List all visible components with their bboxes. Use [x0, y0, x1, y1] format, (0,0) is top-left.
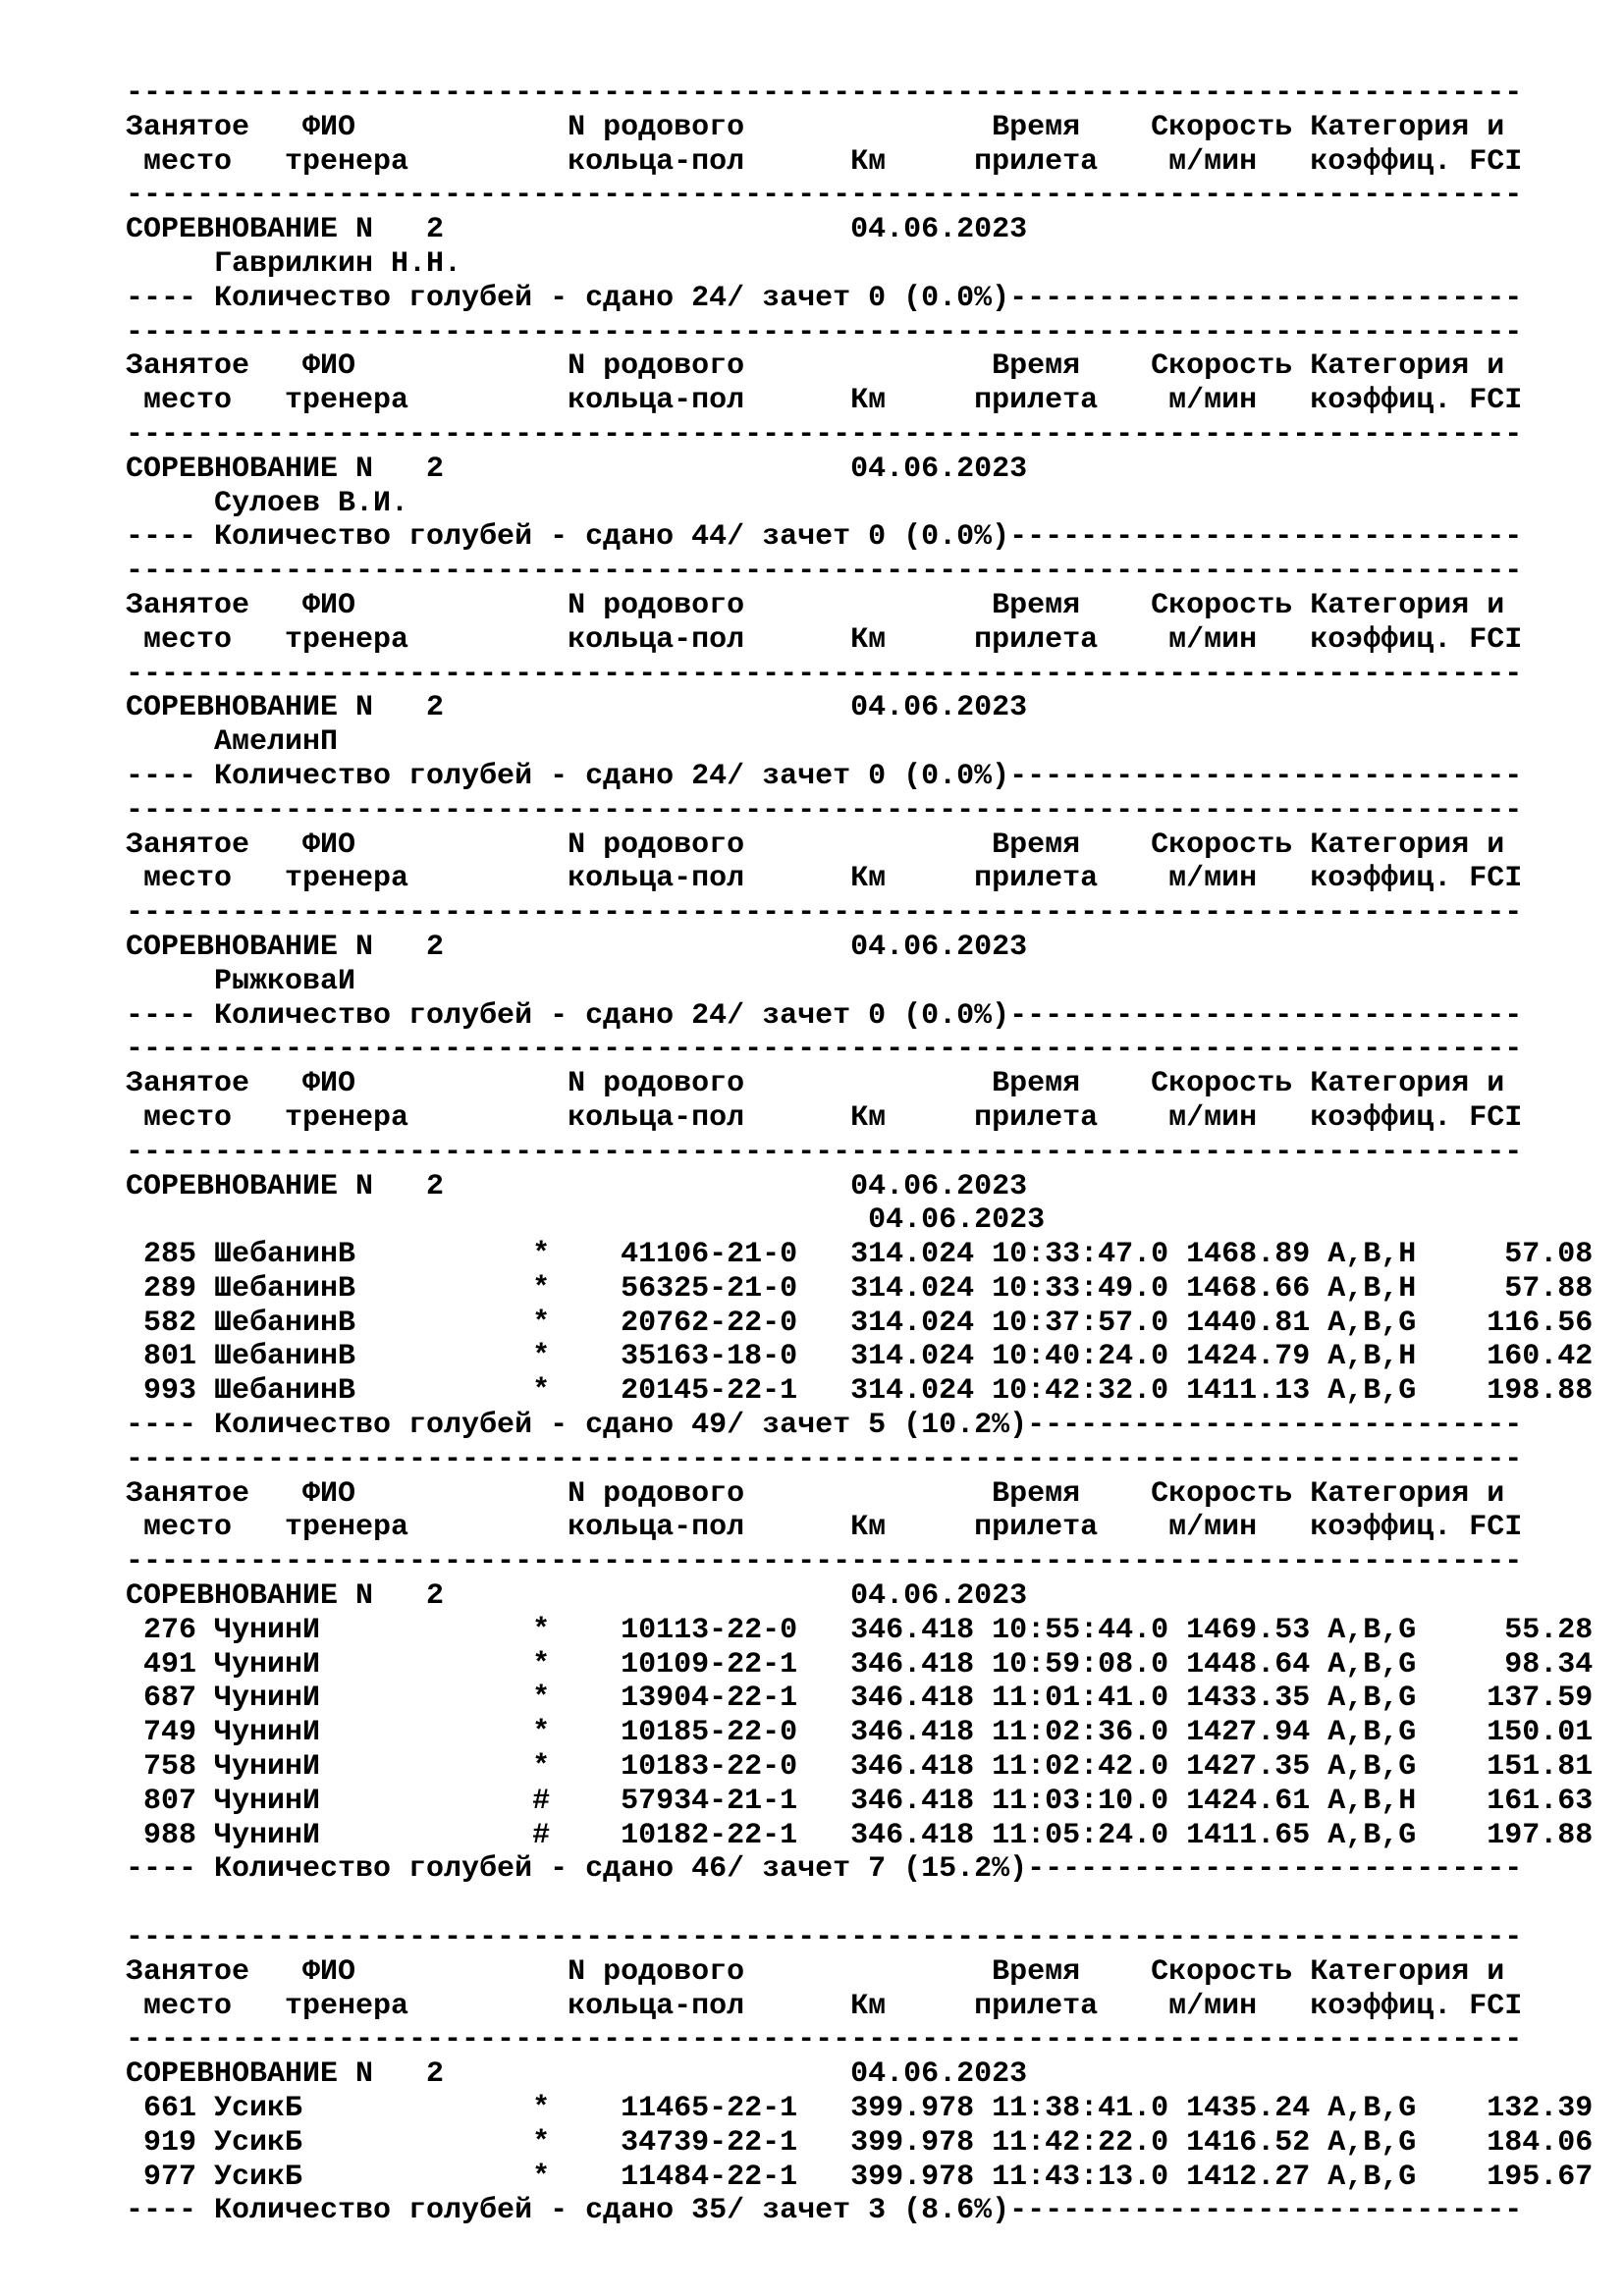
header-row-2: место тренера кольца-пол Км прилета м/мин коэффиц. FCI — [126, 1511, 1523, 1545]
header-rule-bottom: ------------------------------------------------------------------------------- — [126, 417, 1523, 452]
result-row: 919 УсикБ * 34739-22-1 399.978 11:42:22.0 1416.52 A,B,G 184.06 — [126, 2125, 1594, 2160]
header-row-1: Занятое ФИО N родового Время Скорость Категория и — [126, 110, 1505, 144]
competition-line: СОРЕВНОВАНИЕ N 2 04.06.2023 — [126, 1579, 1028, 1614]
header-row-1: Занятое ФИО N родового Время Скорость Категория и — [126, 1954, 1505, 1989]
result-row: 285 ШебанинВ * 41106-21-0 314.024 10:33:47.0 1468.89 A,B,H 57.08 — [126, 1238, 1594, 1272]
result-row: 977 УсикБ * 11484-22-1 399.978 11:43:13.0 1412.27 A,B,G 195.67 — [126, 2160, 1594, 2194]
results-report — [126, 77, 1598, 2228]
result-row: 993 ШебанинВ * 20145-22-1 314.024 10:42:32.0 1411.13 A,B,G 198.88 — [126, 1374, 1594, 1409]
header-rule-bottom: ------------------------------------------------------------------------------- — [126, 2023, 1523, 2057]
header-row-1: Занятое ФИО N родового Время Скорость Категория и — [126, 1067, 1505, 1101]
extra-line: Гаврилкин Н.Н. — [126, 246, 462, 281]
result-row: 749 ЧунинИ * 10185-22-0 346.418 11:02:36.0 1427.94 A,B,G 150.01 — [126, 1716, 1594, 1750]
header-rule-bottom: ------------------------------------------------------------------------------- — [126, 657, 1523, 691]
result-row: 988 ЧунинИ # 10182-22-1 346.418 11:05:24.0 1411.65 A,B,G 197.88 — [126, 1818, 1594, 1852]
result-row: 801 ШебанинВ * 35163-18-0 314.024 10:40:24.0 1424.79 A,B,H 160.42 — [126, 1340, 1594, 1374]
header-rule-bottom: ------------------------------------------------------------------------------- — [126, 896, 1523, 931]
extra-line: РыжковаИ — [126, 964, 356, 998]
header-row-1: Занятое ФИО N родового Время Скорость Категория и — [126, 349, 1505, 384]
competition-line: СОРЕВНОВАНИЕ N 2 04.06.2023 — [126, 691, 1028, 725]
header-rule-top: ------------------------------------------------------------------------------- — [126, 1033, 1523, 1067]
summary-line: ---- Количество голубей - сдано 44/ зачет 0 (0.0%)----------------------------- — [126, 520, 1523, 555]
competition-line: СОРЕВНОВАНИЕ N 2 04.06.2023 — [126, 930, 1028, 964]
summary-line: ---- Количество голубей - сдано 24/ зачет 0 (0.0%)----------------------------- — [126, 998, 1523, 1033]
result-row: 491 ЧунинИ * 10109-22-1 346.418 10:59:08.0 1448.64 A,B,G 98.34 — [126, 1647, 1594, 1682]
header-row-2: место тренера кольца-пол Км прилета м/мин коэффиц. FCI — [126, 622, 1523, 657]
header-row-2: место тренера кольца-пол Км прилета м/мин коэффиц. FCI — [126, 862, 1523, 896]
extra-line: Сулоев В.И. — [126, 486, 409, 520]
header-rule-top: ------------------------------------------------------------------------------- — [126, 1921, 1523, 1955]
competition-line: СОРЕВНОВАНИЕ N 2 04.06.2023 — [126, 2057, 1028, 2092]
header-rule-top: ------------------------------------------------------------------------------- — [126, 793, 1523, 828]
result-row: 582 ШебанинВ * 20762-22-0 314.024 10:37:57.0 1440.81 A,B,G 116.56 — [126, 1306, 1594, 1340]
header-row-1: Занятое ФИО N родового Время Скорость Категория и — [126, 588, 1505, 622]
header-row-1: Занятое ФИО N родового Время Скорость Категория и — [126, 828, 1505, 862]
header-row-2: место тренера кольца-пол Км прилета м/мин коэффиц. FCI — [126, 384, 1523, 418]
header-row-1: Занятое ФИО N родового Время Скорость Категория и — [126, 1476, 1505, 1511]
result-row: 687 ЧунинИ * 13904-22-1 346.418 11:01:41.0 1433.35 A,B,G 137.59 — [126, 1682, 1594, 1716]
header-row-2: место тренера кольца-пол Км прилета м/мин коэффиц. FCI — [126, 1100, 1523, 1135]
result-row: 661 УсикБ * 11465-22-1 399.978 11:38:41.0 1435.24 A,B,G 132.39 — [126, 2092, 1594, 2126]
header-rule-top: ------------------------------------------------------------------------------- — [126, 315, 1523, 349]
result-row: 276 ЧунинИ * 10113-22-0 346.418 10:55:44.0 1469.53 A,B,G 55.28 — [126, 1613, 1594, 1647]
header-rule-top: ------------------------------------------------------------------------------- — [126, 1442, 1523, 1476]
competition-line: СОРЕВНОВАНИЕ N 2 04.06.2023 — [126, 213, 1028, 247]
summary-line: ---- Количество голубей - сдано 49/ зачет 5 (10.2%)---------------------------- — [126, 1409, 1523, 1443]
header-row-2: место тренера кольца-пол Км прилета м/мин коэффиц. FCI — [126, 144, 1523, 179]
summary-line: ---- Количество голубей - сдано 35/ зачет 3 (8.6%)----------------------------- — [126, 2194, 1523, 2228]
competition-line: СОРЕВНОВАНИЕ N 2 04.06.2023 — [126, 452, 1028, 486]
summary-line: ---- Количество голубей - сдано 46/ зачет 7 (15.2%)---------------------------- — [126, 1852, 1523, 1887]
summary-line: ---- Количество голубей - сдано 24/ зачет 0 (0.0%)----------------------------- — [126, 281, 1523, 315]
header-row-2: место тренера кольца-пол Км прилета м/мин коэффиц. FCI — [126, 1989, 1523, 2023]
header-rule-top: ------------------------------------------------------------------------------- — [126, 77, 1523, 110]
header-rule-top: ------------------------------------------------------------------------------- — [126, 555, 1523, 589]
header-rule-bottom: ------------------------------------------------------------------------------- — [126, 1135, 1523, 1169]
extra-line: АмелинП — [126, 725, 339, 760]
header-rule-bottom: ------------------------------------------------------------------------------- — [126, 1545, 1523, 1579]
result-row: 289 ШебанинВ * 56325-21-0 314.024 10:33:49.0 1468.66 A,B,H 57.88 — [126, 1271, 1594, 1306]
extra-line: 04.06.2023 — [126, 1203, 1046, 1238]
result-row: 758 ЧунинИ * 10183-22-0 346.418 11:02:42.0 1427.35 A,B,G 151.81 — [126, 1750, 1594, 1785]
header-rule-bottom: ------------------------------------------------------------------------------- — [126, 179, 1523, 213]
blank-line — [126, 1887, 1598, 1921]
summary-line: ---- Количество голубей - сдано 24/ зачет 0 (0.0%)----------------------------- — [126, 759, 1523, 793]
result-row: 807 ЧунинИ # 57934-21-1 346.418 11:03:10.0 1424.61 A,B,H 161.63 — [126, 1784, 1594, 1818]
competition-line: СОРЕВНОВАНИЕ N 2 04.06.2023 — [126, 1169, 1028, 1203]
